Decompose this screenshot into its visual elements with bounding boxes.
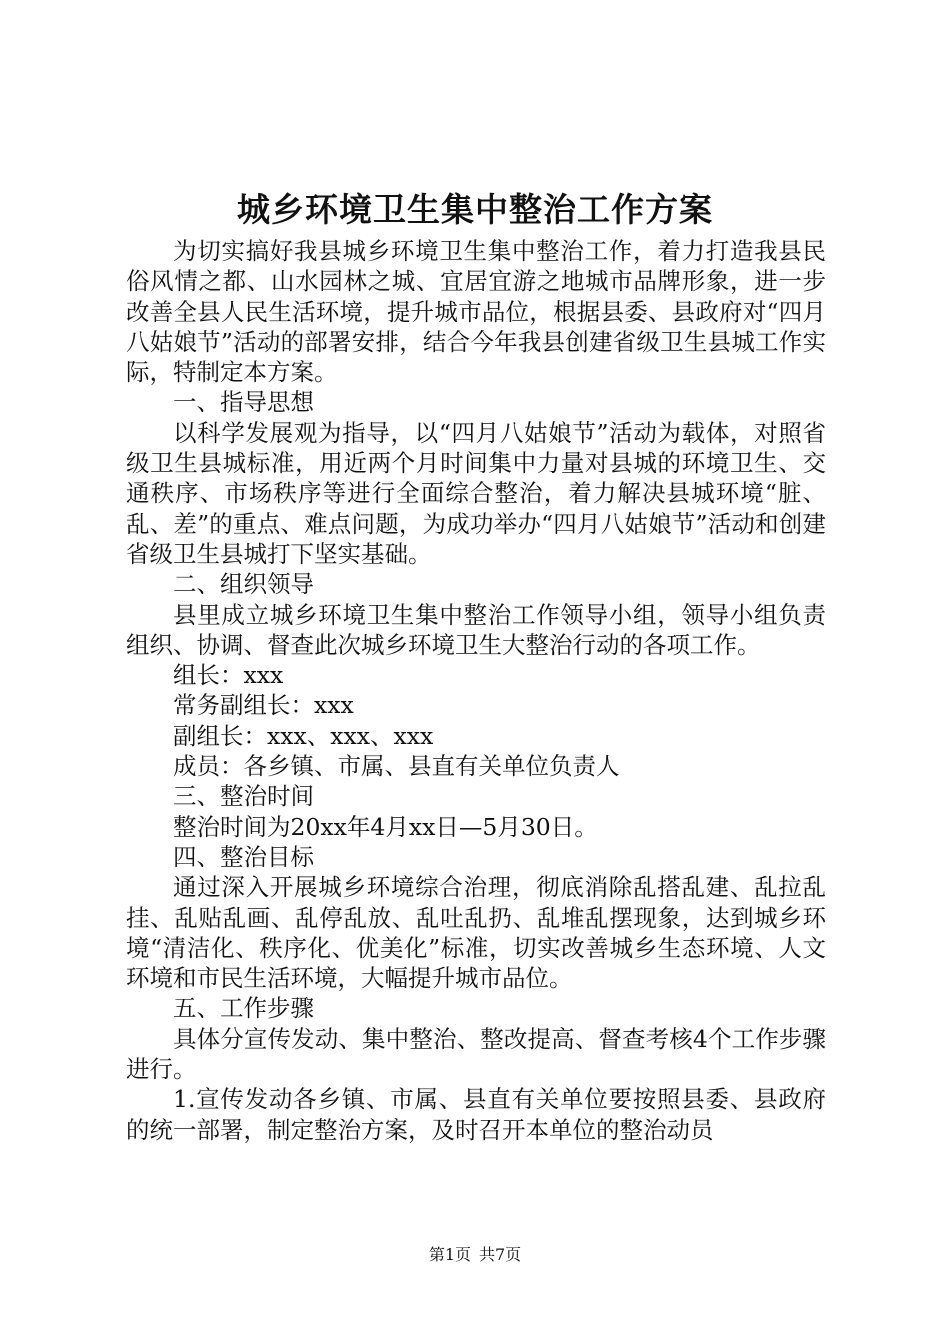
page-total: 共7页 [479, 1245, 522, 1264]
section-heading-guiding-ideology: 一、指导思想 [173, 388, 314, 417]
deputy-leaders-line: 副组长：xxx、xxx、xxx [173, 721, 434, 750]
section-heading-goals: 四、整治目标 [173, 842, 314, 871]
document-title: 城乡环境卫生集中整治工作方案 [237, 190, 713, 229]
team-leader-line: 组长：xxx [173, 661, 284, 690]
paragraph-intro: 为切实搞好我县城乡环境卫生集中整治工作，着力打造我县民俗风情之都、山水园林之城、宜居宜游之地城市品牌形象，进一步改善全县人民生活环境，提升城市品位，根据县委、县政府对“四月八姑娘节”活动的部署安排，结合今年我县创建省级卫生县城工作实际，特制定本方案。 [126, 237, 826, 387]
section-heading-schedule: 三、整治时间 [173, 782, 314, 811]
members-line: 成员：各乡镇、市属、县直有关单位负责人 [173, 752, 620, 781]
section-heading-steps: 五、工作步骤 [173, 994, 314, 1023]
paragraph-organization: 县里成立城乡环境卫生集中整治工作领导小组，领导小组负责组织、协调、督查此次城乡环境卫生大整治行动的各项工作。 [126, 600, 826, 659]
paragraph-guiding-ideology: 以科学发展观为指导，以“四月八姑娘节”活动为载体，对照省级卫生县城标准，用近两个月时间集中力量对县城的环境卫生、交通秩序、市场秩序等进行全面综合整治，着力解决县城环境“脏、乱、差”的重点、难点问题，为成功举办“四月八姑娘节”活动和创建省级卫生县城打下坚实基础。 [126, 418, 826, 568]
paragraph-schedule: 整治时间为20xx年4月xx日—5月30日。 [173, 812, 598, 841]
paragraph-goals: 通过深入开展城乡环境综合治理，彻底消除乱搭乱建、乱拉乱挂、乱贴乱画、乱停乱放、乱吐乱扔、乱堆乱摆现象，达到城乡环境“清洁化、秩序化、优美化”标准，切实改善城乡生态环境、人文环境和市民生活环境，大幅提升城市品位。 [126, 873, 826, 993]
document-body [126, 236, 826, 1145]
executive-deputy-leader-line: 常务副组长：xxx [173, 691, 354, 720]
page-footer [0, 1243, 950, 1267]
page-number: 第1页 [428, 1245, 471, 1264]
paragraph-steps: 具体分宣传发动、集中整治、整改提高、督查考核4个工作步骤进行。 [126, 1024, 826, 1084]
paragraph-step-1: 1.宣传发动各乡镇、市属、县直有关单位要按照县委、县政府的统一部署，制定整治方案，及时召开本单位的整治动员 [126, 1085, 826, 1144]
section-heading-organization: 二、组织领导 [173, 570, 314, 599]
